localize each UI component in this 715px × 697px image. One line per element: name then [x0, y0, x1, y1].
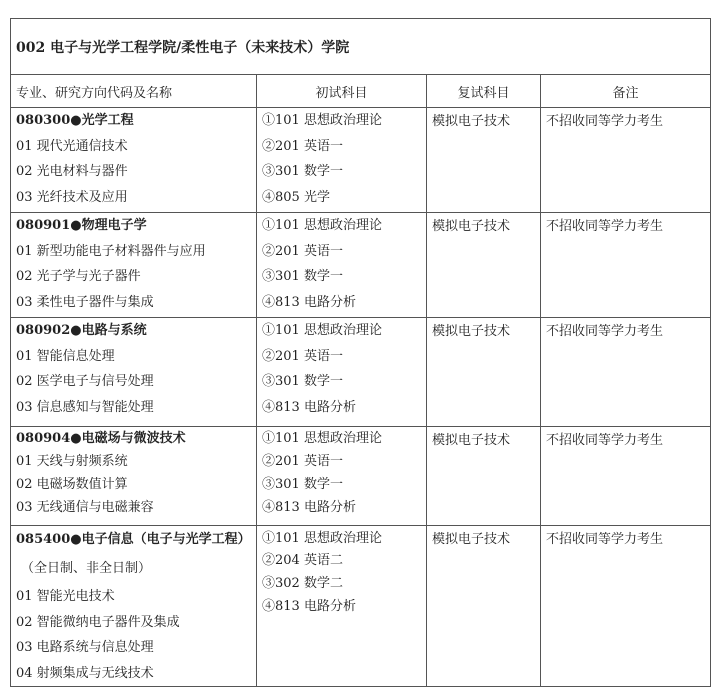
direction-item: 02 光子学与光子器件: [16, 269, 141, 284]
exam-cell: [257, 318, 427, 427]
direction-item: 03 信息感知与智能处理: [16, 399, 154, 415]
retest-subject: 模拟电子技术: [432, 219, 511, 234]
exam-item: ③302 数学二: [262, 576, 343, 591]
header-major: 专业、研究方向代码及名称: [11, 75, 257, 108]
note-text: 不招收同等学力考生: [546, 324, 664, 339]
header-row: [11, 75, 711, 108]
retest-cell: [427, 318, 541, 427]
direction-item: 03 电路系统与信息处理: [16, 640, 154, 655]
exam-item: ①101 思想政治理论: [262, 323, 382, 338]
retest-subject: 模拟电子技术: [432, 324, 511, 339]
exam-item: ②201 英语一: [262, 138, 343, 154]
exam-item: ①101 思想政治理论: [262, 218, 382, 233]
direction-item: 01 新型功能电子材料器件与应用: [16, 243, 206, 259]
note-text: 不招收同等学力考生: [546, 433, 664, 448]
exam-cell: [257, 526, 427, 687]
direction-item: 01 现代光通信技术: [16, 138, 128, 154]
retest-cell: [427, 108, 541, 213]
major-cell: [11, 526, 257, 687]
table-row: [11, 526, 711, 687]
note-text: 不招收同等学力考生: [546, 219, 664, 234]
direction-item: 03 柔性电子器件与集成: [16, 294, 154, 310]
major-name: 080902●电路与系统: [16, 323, 147, 338]
exam-item: ②204 英语二: [262, 553, 343, 568]
exam-item: ④805 光学: [262, 189, 330, 205]
direction-item: 01 天线与射频系统: [16, 454, 128, 469]
exam-item: ①101 思想政治理论: [262, 113, 382, 128]
note-cell: [541, 427, 711, 526]
retest-subject: 模拟电子技术: [432, 532, 511, 547]
retest-cell: [427, 427, 541, 526]
retest-cell: [427, 526, 541, 687]
note-cell: [541, 108, 711, 213]
major-cell: [11, 108, 257, 213]
admissions-table: [10, 18, 711, 687]
exam-cell: [257, 108, 427, 213]
note-text: 不招收同等学力考生: [546, 114, 664, 129]
exam-item: ②201 英语一: [262, 348, 343, 364]
exam-item: ④813 电路分析: [262, 399, 356, 415]
note-cell: [541, 318, 711, 427]
direction-item: 02 光电材料与器件: [16, 164, 128, 179]
note-cell: [541, 526, 711, 687]
retest-cell: [427, 213, 541, 318]
direction-item: 02 医学电子与信号处理: [16, 374, 154, 389]
major-name: 085400●电子信息（电子与光学工程）: [16, 532, 251, 547]
major-cell: [11, 427, 257, 526]
exam-item: ④813 电路分析: [262, 500, 356, 515]
exam-item: ③301 数学一: [262, 477, 343, 492]
table-row: [11, 318, 711, 427]
header-retest: 复试科目: [427, 75, 541, 108]
major-cell: [11, 318, 257, 427]
major-name: 080300●光学工程: [16, 113, 134, 128]
note-cell: [541, 213, 711, 318]
exam-item: ③301 数学一: [262, 164, 343, 179]
direction-item: 01 智能光电技术: [16, 589, 115, 604]
exam-item: ④813 电路分析: [262, 294, 356, 310]
header-note: 备注: [541, 75, 711, 108]
direction-item: 03 无线通信与电磁兼容: [16, 500, 154, 515]
exam-item: ④813 电路分析: [262, 599, 356, 614]
direction-item: 02 智能微纳电子器件及集成: [16, 614, 180, 630]
retest-subject: 模拟电子技术: [432, 114, 511, 129]
exam-item: ③301 数学一: [262, 269, 343, 284]
direction-item: 01 智能信息处理: [16, 348, 115, 364]
exam-item: ①101 思想政治理论: [262, 431, 382, 446]
exam-item: ③301 数学一: [262, 374, 343, 389]
exam-item: ②201 英语一: [262, 454, 343, 469]
note-text: 不招收同等学力考生: [546, 532, 664, 547]
direction-item: 02 电磁场数值计算: [16, 477, 128, 492]
study-mode: （全日制、非全日制）: [21, 561, 152, 576]
major-name: 080904●电磁场与微波技术: [16, 431, 186, 446]
table-row: [11, 427, 711, 526]
table-row: [11, 108, 711, 213]
table-row: [11, 213, 711, 318]
major-name: 080901●物理电子学: [16, 218, 147, 233]
admissions-table-container: [10, 18, 710, 687]
major-cell: [11, 213, 257, 318]
retest-subject: 模拟电子技术: [432, 433, 511, 448]
direction-item: 03 光纤技术及应用: [16, 189, 128, 205]
exam-cell: [257, 427, 427, 526]
exam-item: ①101 思想政治理论: [262, 531, 382, 546]
exam-cell: [257, 213, 427, 318]
exam-item: ②201 英语一: [262, 243, 343, 259]
direction-item: 04 射频集成与无线技术: [16, 665, 154, 681]
header-initial-exam: 初试科目: [257, 75, 427, 108]
table-title: 002 电子与光学工程学院/柔性电子（未来技术）学院: [11, 19, 711, 75]
